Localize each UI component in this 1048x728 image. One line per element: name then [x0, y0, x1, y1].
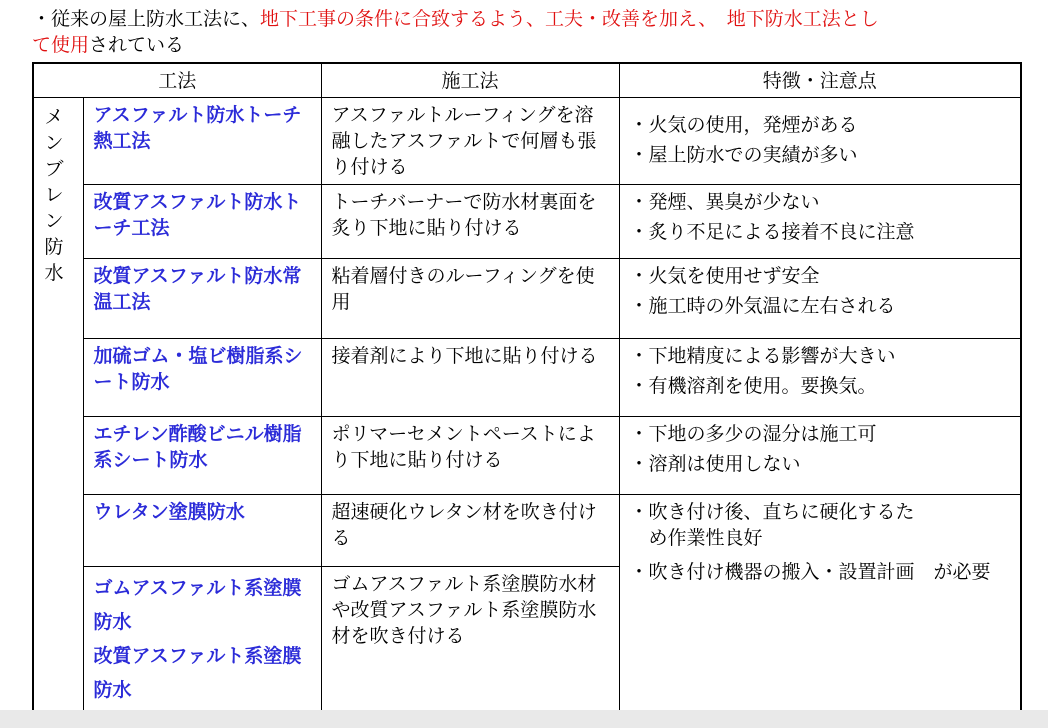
table-header-row	[33, 63, 1021, 98]
table-row	[33, 495, 1021, 567]
features-cell	[619, 185, 1021, 259]
intro-prefix: ・従来の屋上防水工法に、	[32, 8, 261, 30]
method-name: エチレン酢酸ビニル樹脂系シート防水	[83, 417, 321, 495]
method-name-line: ゴムアスファルト系塗膜防水	[93, 577, 302, 633]
construction-desc: ポリマーセメントペーストにより下地に貼り付ける	[321, 417, 619, 495]
feature-item: ・下地精度による影響が大きい	[629, 345, 896, 367]
method-name: アスファルト防水トーチ熱工法	[83, 98, 321, 185]
intro-text	[32, 6, 1032, 58]
construction-desc: 粘着層付きのルーフィングを使用	[321, 259, 619, 339]
feature-item: ・屋上防水での実績が多い	[629, 144, 858, 166]
intro-highlight-2: 地下防水工法とし	[726, 8, 879, 30]
construction-desc: トーチバーナーで防水材裏面を炙り下地に貼り付ける	[321, 185, 619, 259]
method-name: 改質アスファルト防水常温工法	[83, 259, 321, 339]
construction-desc: 接着剤により下地に貼り付ける	[321, 339, 619, 417]
feature-item: ・溶剤は使用しない	[629, 453, 801, 475]
header-features: 特徴・注意点	[619, 63, 1021, 98]
feature-item: ・火気の使用，発煙がある	[629, 114, 858, 136]
method-name: 改質アスファルト防水トーチ工法	[83, 185, 321, 259]
intro-highlight-1: 地下工事の条件に合致するよう、工夫・改善を加え、	[260, 8, 708, 30]
header-method: 工法	[33, 63, 321, 98]
header-construction: 施工法	[321, 63, 619, 98]
category-label: メンブレン防水	[44, 106, 64, 284]
method-name-line: 改質アスファルト系塗膜防水	[93, 645, 302, 701]
bottom-bar	[0, 710, 1048, 728]
feature-item: ・吹き付け後、直ちに硬化するた	[629, 501, 915, 523]
features-cell	[619, 495, 1021, 713]
method-name	[83, 567, 321, 713]
method-name: 加硫ゴム・塩ビ樹脂系シート防水	[83, 339, 321, 417]
construction-desc: アスファルトルーフィングを溶融したアスファルトで何層も張り付ける	[321, 98, 619, 185]
construction-desc: ゴムアスファルト系塗膜防水材や改質アスファルト系塗膜防水材を吹き付ける	[321, 567, 619, 713]
intro-spacer	[708, 8, 727, 30]
intro-suffix: されている	[89, 34, 185, 56]
feature-item: ・下地の多少の湿分は施工可	[629, 423, 877, 445]
table-row	[33, 417, 1021, 495]
table-row	[33, 185, 1021, 259]
feature-item: ・発煙、異臭が少ない	[629, 191, 820, 213]
feature-item: ・炙り不足による接着不良に注意	[629, 221, 915, 243]
features-cell	[619, 339, 1021, 417]
feature-item: ・火気を使用せず安全	[629, 265, 820, 287]
features-cell	[619, 417, 1021, 495]
features-cell	[619, 98, 1021, 185]
features-cell	[619, 259, 1021, 339]
feature-item: ・施工時の外気温に左右される	[629, 295, 896, 317]
table-row	[33, 98, 1021, 185]
method-table	[32, 62, 1022, 713]
feature-item: め作業性良好	[629, 527, 763, 549]
feature-item: ・吹き付け機器の搬入・設置計画 が必要	[629, 561, 991, 583]
table-row	[33, 259, 1021, 339]
table-row	[33, 339, 1021, 417]
category-cell	[33, 98, 83, 713]
feature-item: ・有機溶剤を使用。要換気。	[629, 375, 877, 397]
intro-highlight-3: て使用	[32, 34, 90, 56]
construction-desc: 超速硬化ウレタン材を吹き付ける	[321, 495, 619, 567]
method-name: ウレタン塗膜防水	[83, 495, 321, 567]
